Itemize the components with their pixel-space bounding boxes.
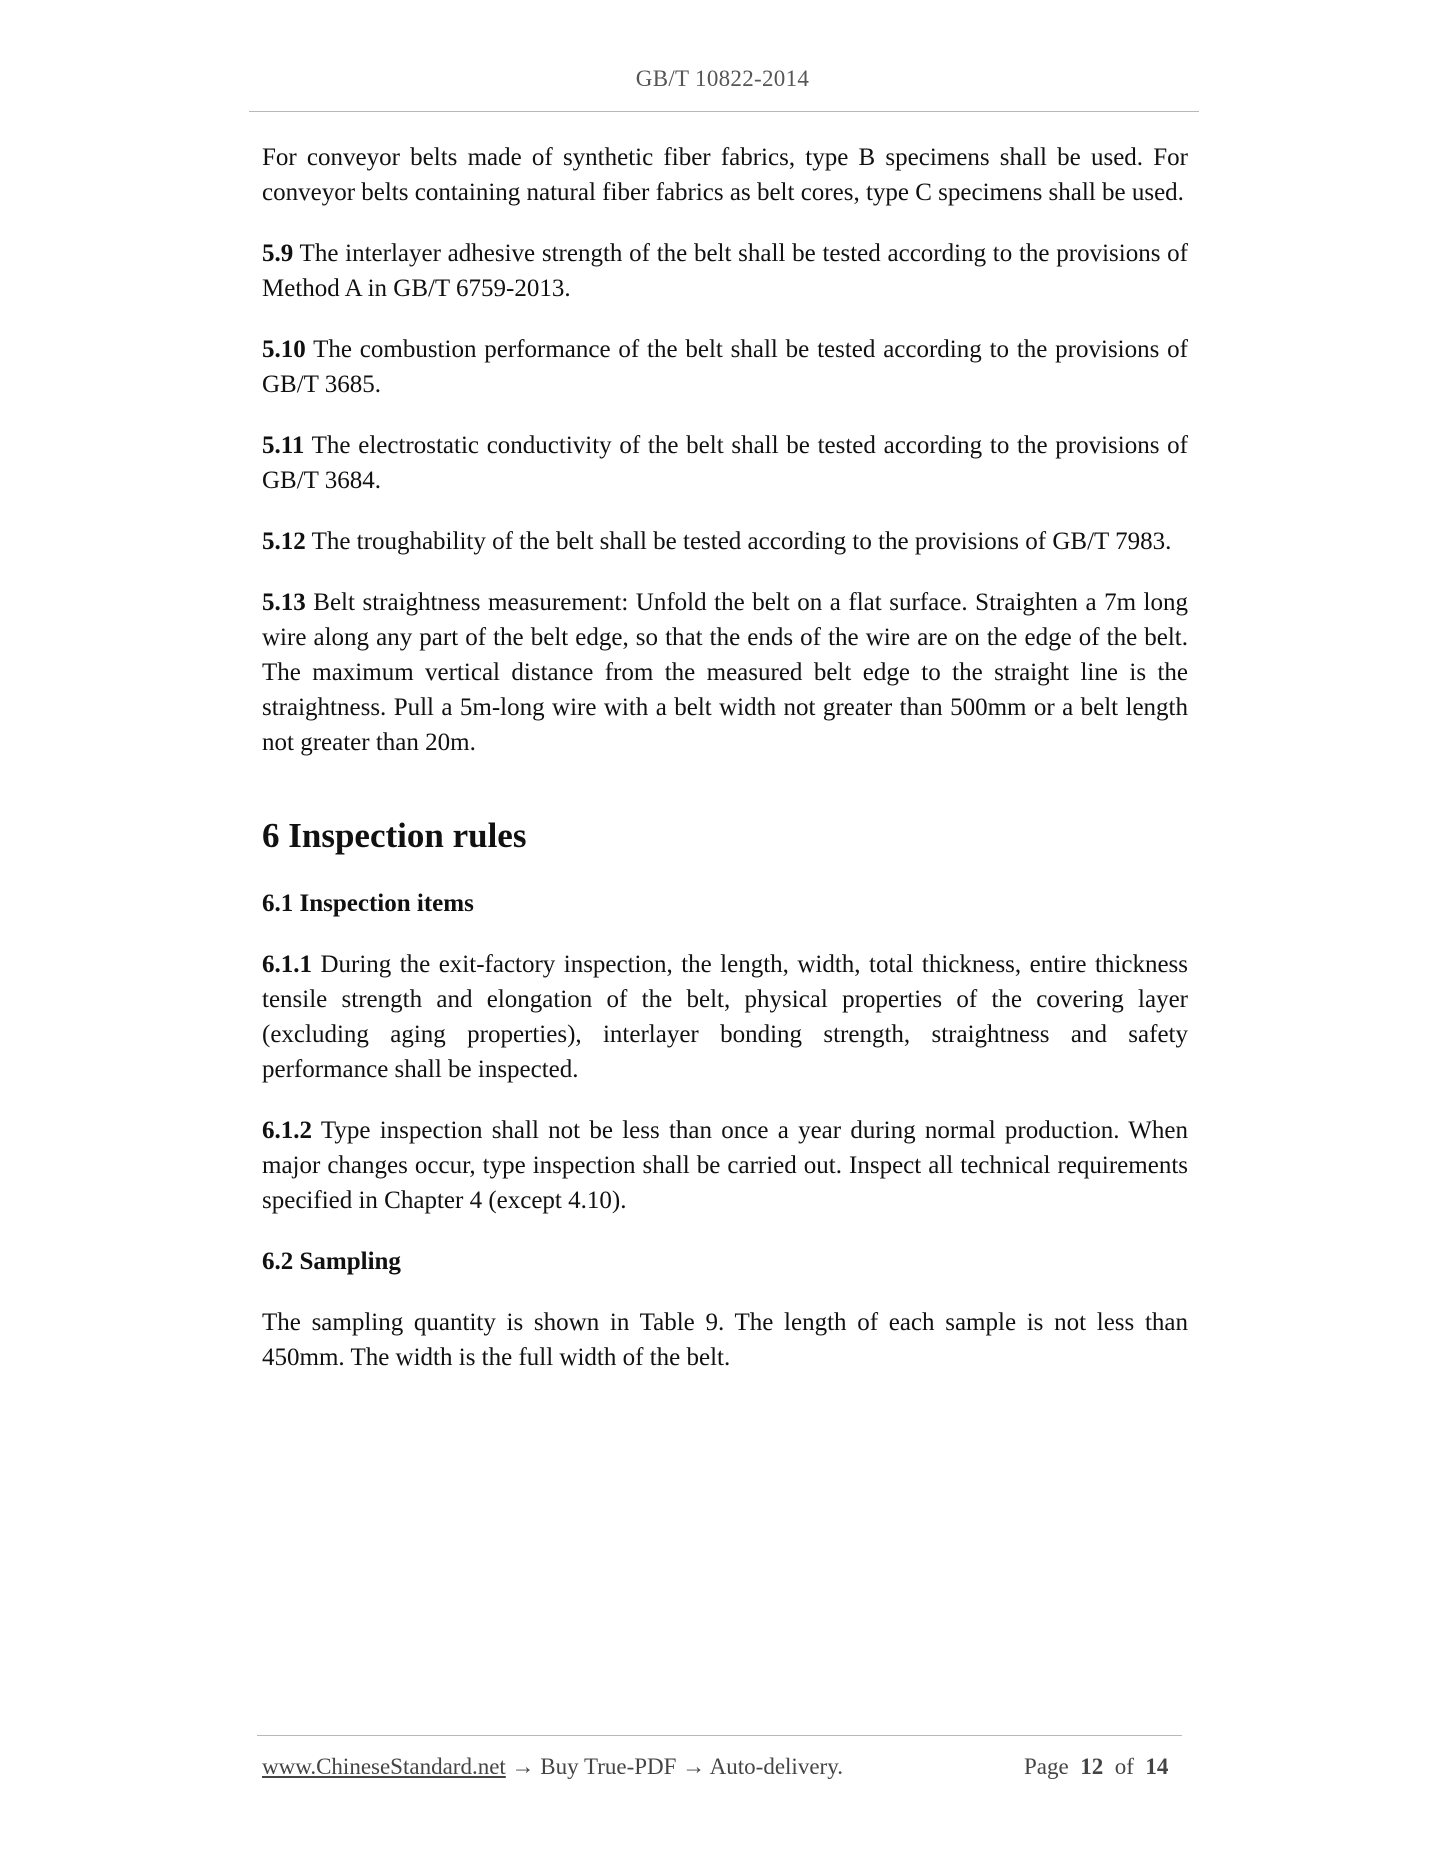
clause-text: Type inspection shall not be less than once a year during normal production. When major changes occur, type inspection shall be carried out. Inspect all technical requirements specified in Chapter 4 (except 4.10). [262,1117,1188,1214]
clause-number: 5.9 [262,240,294,267]
page-body [262,140,1188,1401]
clause-5-12 [262,524,1188,559]
clause-text: Belt straightness measurement: Unfold the belt on a flat surface. Straighten a 7m long wire along any part of the belt edge, so that the ends of the wire are on the edge of the belt. The maximum vertical distance from the measured belt edge to the straight line is the straightness. Pull a 5m-long wire with a belt width not greater than 500mm or a belt length not greater than 20m. [262,589,1188,756]
clause-number: 5.13 [262,589,306,616]
subsection-heading-6-1: 6.1 Inspection items [262,890,474,917]
buy-text: Buy True-PDF [540,1754,677,1779]
clause-number: 5.10 [262,336,306,363]
footer-divider [257,1735,1182,1736]
clause-number: 5.12 [262,528,306,555]
header-divider [249,111,1199,112]
clause-6-1-1 [262,947,1188,1087]
site-link[interactable]: www.ChineseStandard.net [262,1754,506,1779]
intro-paragraph: For conveyor belts made of synthetic fiber fabrics, type B specimens shall be used. For conveyor belts containing natural fiber fabrics as belt cores, type C specimens shall be used. [262,144,1188,206]
clause-number: 6.1.1 [262,951,312,978]
page-indicator [1024,1754,1168,1780]
page-word: Page [1024,1754,1069,1779]
clause-text: The electrostatic conductivity of the belt shall be tested according to the provisions of GB/T 3684. [262,432,1188,494]
arrow-right-icon: → [511,1754,535,1779]
running-header: GB/T 10822-2014 [635,66,810,91]
clause-number: 5.11 [262,432,305,459]
delivery-text: Auto-delivery. [709,1754,843,1779]
clause-5-13 [262,585,1188,760]
clause-text: The troughability of the belt shall be tested according to the provisions of GB/T 7983. [311,528,1172,555]
clause-5-10 [262,332,1188,402]
clause-5-11 [262,428,1188,498]
footer-promo [262,1754,843,1780]
clause-text: The interlayer adhesive strength of the belt shall be tested according to the provisions of Method A in GB/T 6759-2013. [262,240,1188,302]
page-total: 14 [1145,1754,1169,1779]
section-heading-6: 6 Inspection rules [262,816,527,855]
page-current: 12 [1080,1754,1104,1779]
clause-5-9 [262,236,1188,306]
subsection-heading-6-2: 6.2 Sampling [262,1248,401,1275]
of-word: of [1114,1754,1134,1779]
sampling-paragraph: The sampling quantity is shown in Table 9. The length of each sample is not less than 450mm. The width is the full width of the belt. [262,1309,1188,1371]
clause-text: During the exit-factory inspection, the length, width, total thickness, entire thickness tensile strength and elongation of the belt, physical properties of the covering layer (excluding aging properties), interlayer bonding strength, straightness and safety performance shall be inspected. [262,951,1189,1083]
clause-number: 6.1.2 [262,1117,312,1144]
clause-text: The combustion performance of the belt shall be tested according to the provisions of GB/T 3685. [262,336,1188,398]
arrow-right-icon: → [682,1754,706,1779]
clause-6-1-2 [262,1113,1188,1218]
